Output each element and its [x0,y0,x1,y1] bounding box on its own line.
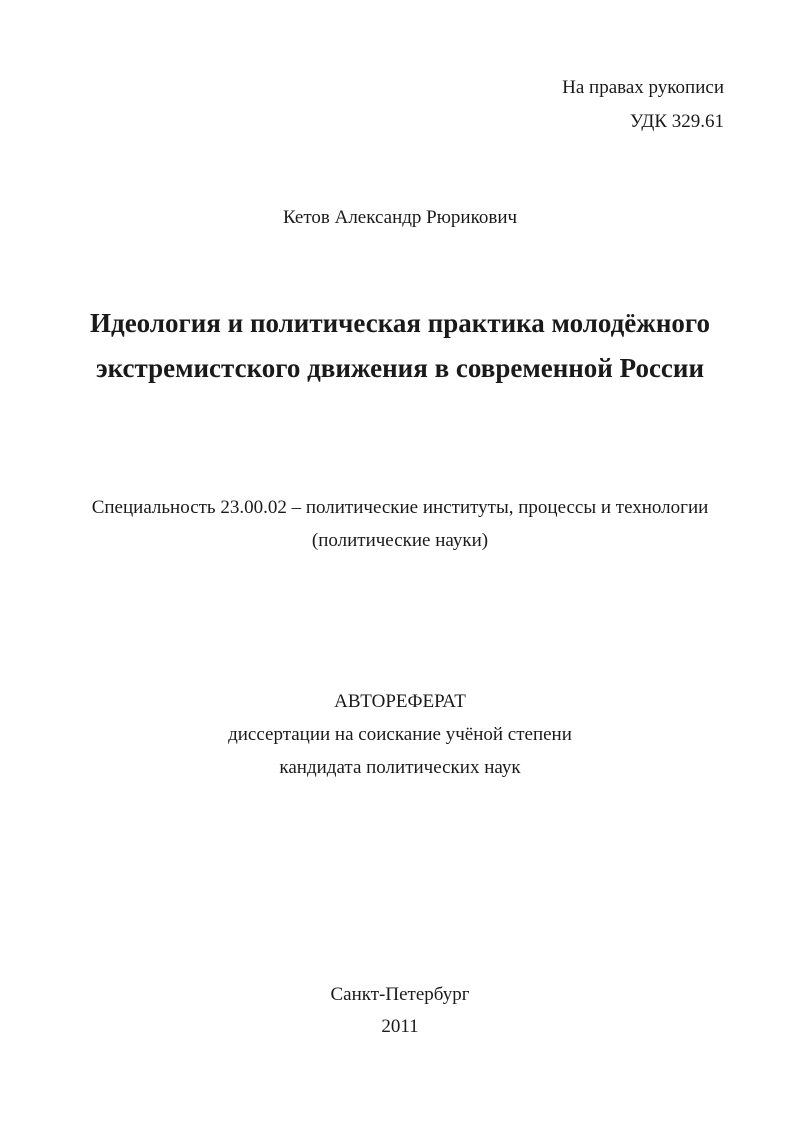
abstract-heading: АВТОРЕФЕРАТ [334,691,466,712]
specialty-line-1: Специальность 23.00.02 – политические институты, процессы и технологии [91,497,709,518]
title-line-2: экстремистского движения в современной России [95,353,705,383]
specialty-line-2: (политические науки) [311,530,489,551]
manuscript-rights-note: На правах рукописи [562,77,724,98]
title-line-1: Идеология и политическая практика молодёжного [90,308,710,338]
year: 2011 [381,1016,419,1037]
city: Санкт-Петербург [330,984,470,1005]
udk-code: УДК 329.61 [629,111,724,132]
abstract-line-1: диссертации на соискание учёной степени [228,724,572,745]
abstract-line-2: кандидата политических наук [279,757,521,778]
author-name: Кетов Александр Рюрикович [282,207,518,228]
